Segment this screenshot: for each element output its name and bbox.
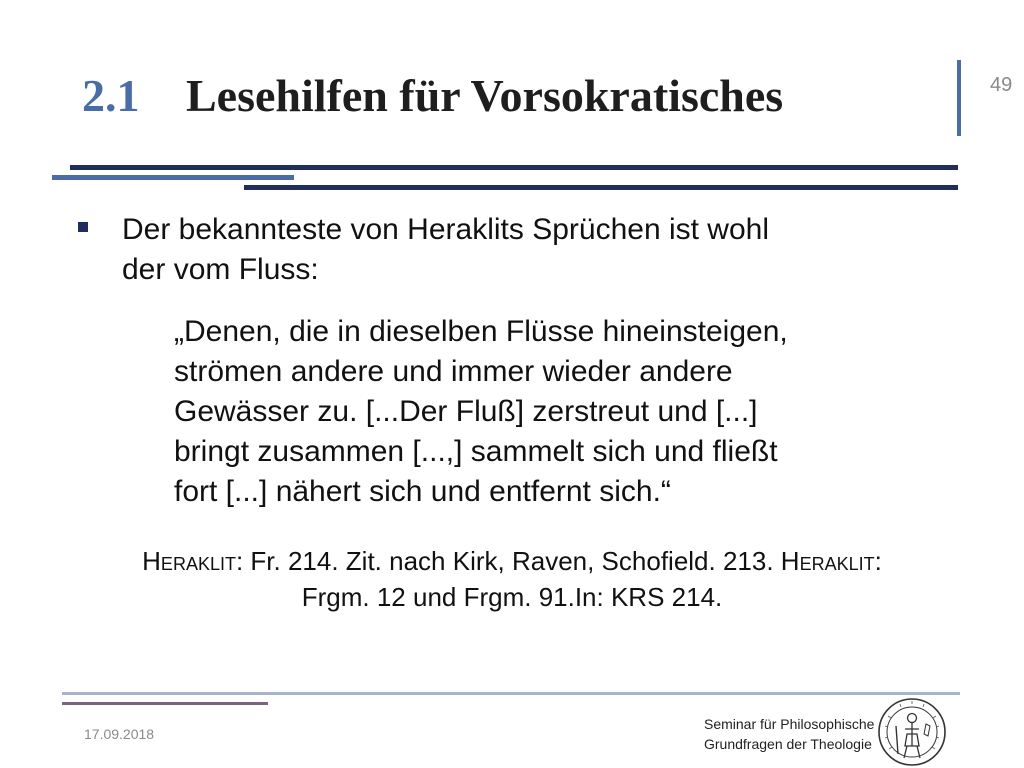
footer-rule — [62, 692, 960, 695]
page-number: 49 — [990, 74, 1013, 96]
bullet-square-icon — [78, 222, 88, 232]
quote-line: fort [...] nähert sich und entfernt sich.“ — [174, 475, 671, 508]
quote-line: strömen andere und immer wieder andere — [174, 355, 733, 388]
bullet-text-line-2: der vom Fluss: — [122, 253, 319, 286]
quote-line: bringt zusammen [...,] sammelt sich und fließt — [174, 435, 778, 468]
citation — [40, 543, 984, 615]
seminar-seal-logo-icon — [876, 696, 948, 768]
footer-date: 17.09.2018 — [84, 726, 155, 742]
citation-author: Heraklit — [780, 546, 875, 576]
title-rule-accent — [52, 175, 294, 180]
seminar-name-line-1: Seminar für Philosophische — [704, 716, 875, 732]
seminar-name-line-2: Grundfragen der Theologie — [704, 736, 872, 752]
quote-line: „Denen, die in dieselben Flüsse hineinsteigen, — [174, 315, 788, 348]
title-vertical-bar — [957, 60, 961, 136]
seminar-name — [704, 714, 874, 754]
slide-title: Lesehilfen für Vorsokratisches — [186, 70, 784, 121]
citation-author: Heraklit — [142, 546, 236, 576]
bullet-text-line-1: Der bekannteste von Heraklits Sprüchen ist wohl — [122, 213, 769, 246]
section-number: 2.1 — [82, 70, 140, 121]
footer-rule-accent — [62, 702, 268, 705]
citation-text: : — [874, 546, 882, 576]
title-rule-top — [70, 165, 958, 170]
title-rule-bottom — [244, 185, 958, 190]
citation-text: : Fr. 214. Zit. nach Kirk, Raven, Schofield. 213. — [235, 546, 781, 576]
citation-line-2: Frgm. 12 und Frgm. 91.In: KRS 214. — [301, 582, 723, 612]
quote-line: Gewässer zu. [...Der Fluß] zerstreut und [...] — [174, 395, 758, 428]
citation-line-1 — [40, 543, 984, 579]
